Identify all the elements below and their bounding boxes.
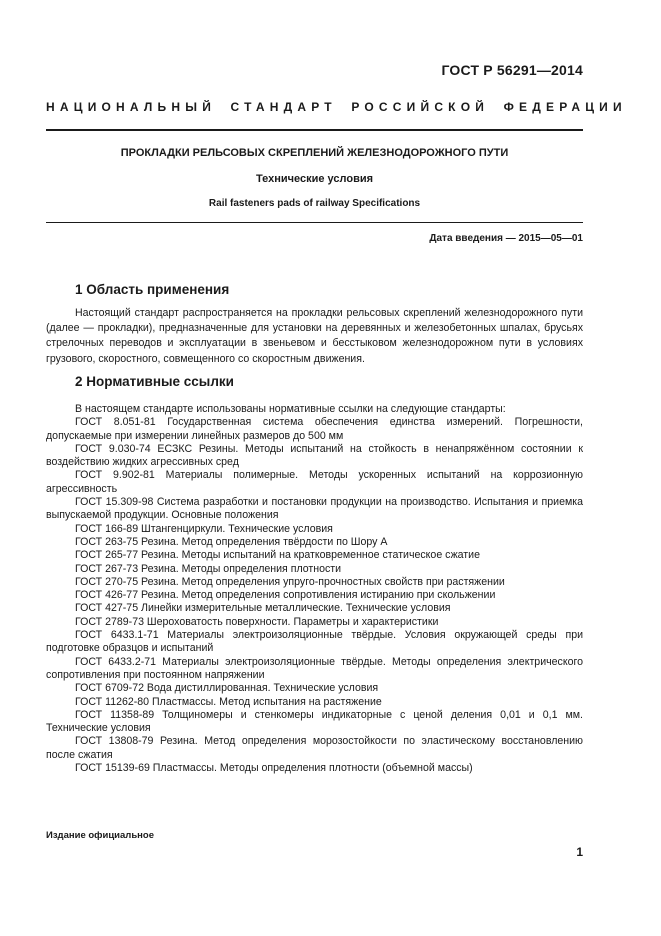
references-intro: В настоящем стандарте использованы нормативные ссылки на следующие стандарты:	[75, 403, 506, 415]
reference-item: ГОСТ 263-75 Резина. Метод определения твёрдости по Шору А	[75, 535, 388, 548]
introduction-date: Дата введения — 2015—05—01	[429, 233, 583, 244]
reference-item: ГОСТ 265-77 Резина. Методы испытаний на кратковременное статическое сжатие	[75, 549, 480, 562]
reference-item: ГОСТ 11358-89 Толщиномеры и стенкомеры индикаторные с ценой деления 0,01 и 0,1 мм. Технические условия	[46, 708, 583, 735]
reference-item: ГОСТ 2789-73 Шероховатость поверхности. Параметры и характеристики	[75, 615, 439, 628]
reference-item: ГОСТ 11262-80 Пластмассы. Метод испытания на растяжение	[75, 695, 382, 708]
reference-item: ГОСТ 15139-69 Пластмассы. Методы определения плотности (объемной массы)	[75, 762, 473, 775]
reference-item: ГОСТ 270-75 Резина. Метод определения упруго-прочностных свойств при растяжении	[75, 575, 505, 588]
reference-item: ГОСТ 8.051-81 Государственная система обеспечения единства измерений. Погрешности, допускаемые при измерении линейных размеров до 500 мм	[46, 416, 583, 442]
reference-item: ГОСТ 6433.2-71 Материалы электроизоляционные твёрдые. Методы определения электрического сопротивления при постоянном напряжении	[46, 655, 583, 681]
official-edition-note: Издание официальное	[46, 830, 154, 841]
header-divider	[46, 129, 583, 131]
references-list	[46, 403, 583, 775]
document-title: ПРОКЛАДКИ РЕЛЬСОВЫХ СКРЕПЛЕНИЙ ЖЕЛЕЗНОДОРОЖНОГО ПУТИ	[120, 147, 509, 159]
document-number: ГОСТ Р 56291—2014	[441, 62, 583, 78]
section-2-heading: 2 Нормативные ссылки	[75, 374, 234, 389]
reference-item: ГОСТ 6709-72 Вода дистиллированная. Технические условия	[75, 682, 379, 695]
page-number: 1	[576, 845, 583, 859]
reference-item: ГОСТ 267-73 Резина. Методы определения плотности	[75, 562, 342, 575]
document-subtitle: Технические условия	[255, 173, 374, 185]
scope-paragraph: Настоящий стандарт распространяется на прокладки рельсовых скреплений железнодорожного пути (далее — прокладки), предназначенные для установки на деревянных и железобетонных шпалах, брусьях стрелочных переводов и эксплуатации в звеньевом и бесстыковом железнодорожном пути в условиях грузового, скоростного, совмещенного со скоростным движения.	[46, 307, 583, 365]
reference-item: ГОСТ 166-89 Штангенциркули. Технические условия	[75, 522, 333, 535]
reference-item: ГОСТ 427-75 Линейки измерительные металлические. Технические условия	[75, 602, 451, 615]
section-1-body	[46, 306, 583, 367]
reference-item: ГОСТ 15.309-98 Система разработки и постановки продукции на производство. Испытания и приемка выпускаемой продукции. Основные положения	[46, 496, 583, 522]
title-divider	[46, 222, 583, 223]
reference-item: ГОСТ 13808-79 Резина. Метод определения морозостойкости по эластическому восстановлению после сжатия	[46, 735, 583, 761]
reference-item: ГОСТ 6433.1-71 Материалы электроизоляционные твёрдые. Условия окружающей среды при подготовке образцов и испытаний	[46, 629, 583, 655]
section-1-heading: 1 Область применения	[75, 282, 230, 297]
reference-item: ГОСТ 426-77 Резина. Метод определения сопротивления истиранию при скольжении	[75, 589, 496, 602]
reference-item: ГОСТ 9.030-74 ЕСЗКС Резины. Методы испытаний на стойкость в ненапряжённом состоянии к воздействию жидких агрессивных сред	[46, 442, 583, 469]
standard-banner: НАЦИОНАЛЬНЫЙ СТАНДАРТ РОССИЙСКОЙ ФЕДЕРАЦИИ	[46, 100, 627, 114]
reference-item: ГОСТ 9.902-81 Материалы полимерные. Методы ускоренных испытаний на коррозионную агрессивность	[46, 469, 583, 495]
document-title-english: Rail fasteners pads of railway Specifications	[208, 198, 421, 209]
